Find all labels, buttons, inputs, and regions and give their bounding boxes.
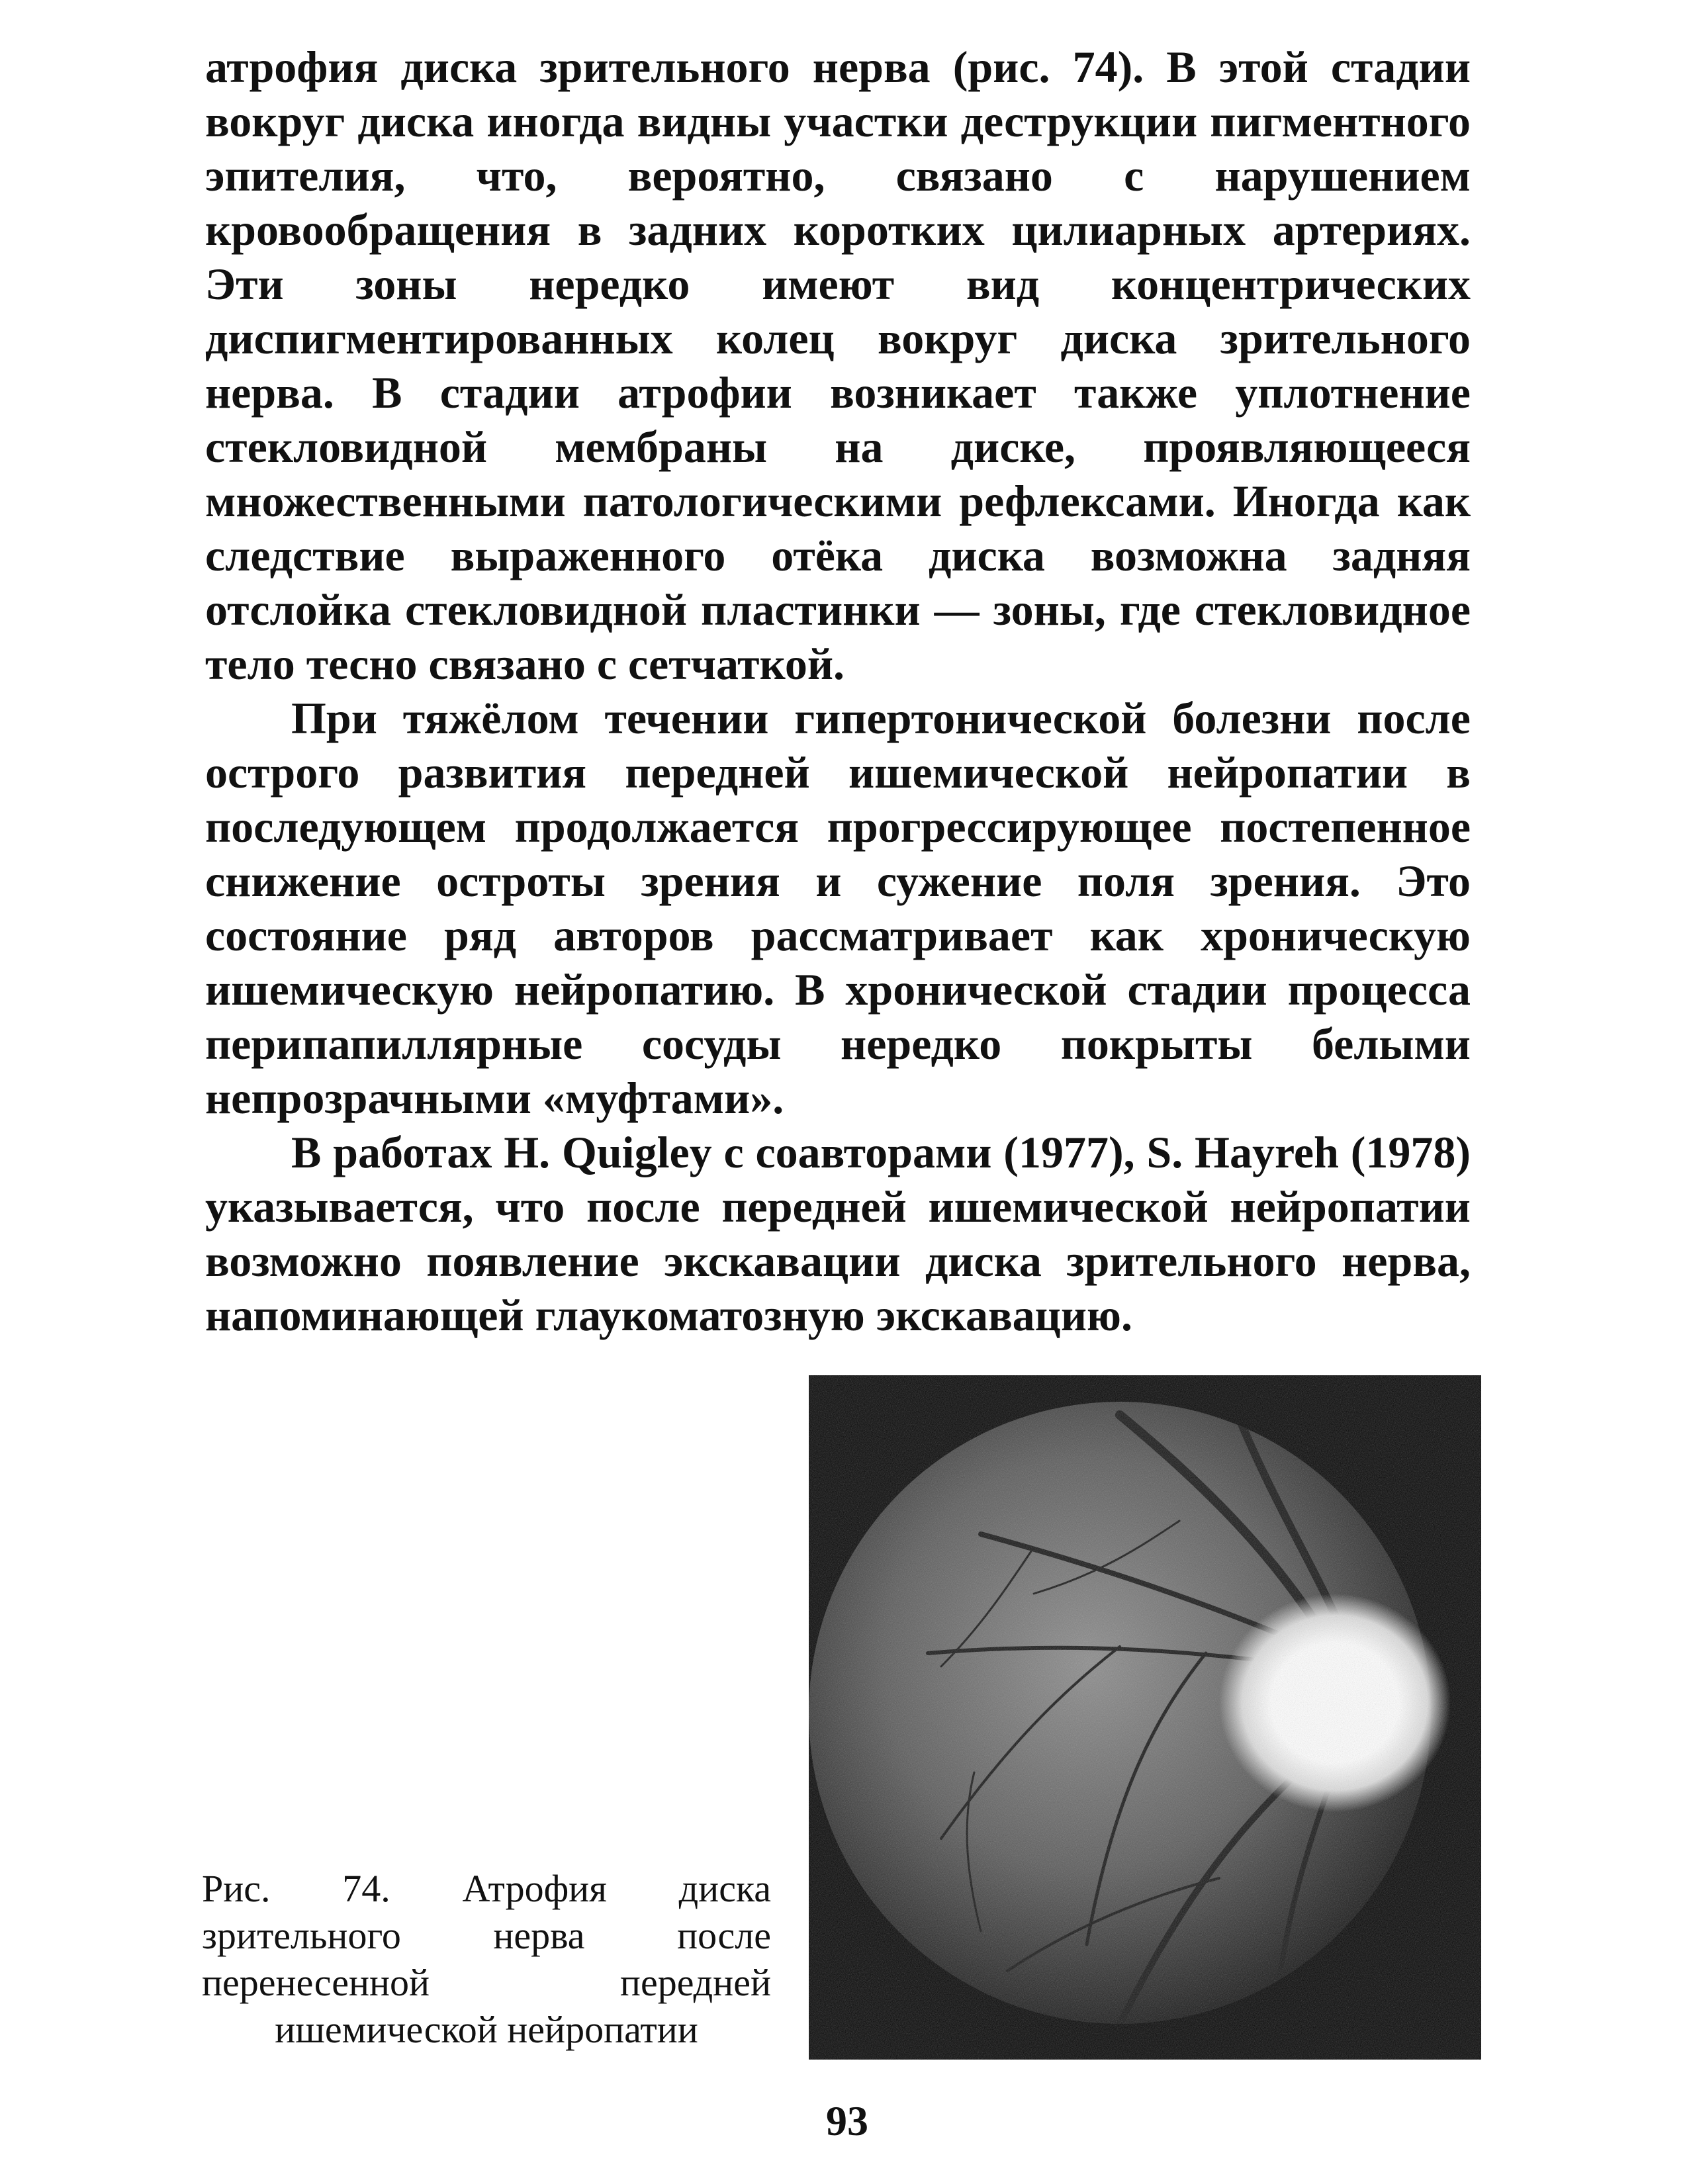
- paragraph-3: В работах H. Quigley с соавторами (1977), S. Hayreh (1978) указывается, что после передней ишемической нейропатии возможно появление экскавации диска зрительного нерва, напоминающей глаукоматозную экскавацию.: [205, 1127, 1471, 1340]
- fundus-photo: [809, 1375, 1481, 2060]
- paragraph-2: При тяжёлом течении гипертонической болезни после острого развития передней ишемической нейропатии в последующем продолжается прогрессирующее постепенное снижение остроты зрения и сужение поля зрения. Это состояние ряд авторов рассматривает как хроническую ишемическую нейропатию. В хронической стадии процесса перипапиллярные сосуды нередко покрыты белыми непрозрачными «муфтами».: [205, 693, 1471, 1123]
- fundus-photo-drawing: [809, 1375, 1481, 2060]
- paragraph-1: атрофия диска зрительного нерва (рис. 74). В этой стадии вокруг диска иногда видны участки деструкции пигментного эпителия, что, вероятно, связано с нарушением кровообращения в задних коротких цилиарных артериях. Эти зоны нередко имеют вид концентрических диспигментированных колец вокруг диска зрительного нерва. В стадии атрофии возникает также уплотнение стекловидной мембраны на диске, проявляющееся множественными патологическими рефлексами. Иногда как следствие выраженного отёка диска возможна задняя отслойка стекловидной пластинки — зоны, где стекловидное тело тесно связано с сетчаткой.: [205, 42, 1471, 689]
- page-number: 93: [826, 2097, 868, 2144]
- print-grain: [809, 1375, 1481, 2060]
- figure-caption: Рис. 74. Атрофия диска зрительного нерва после перенесенной передней ишемической нейропатии: [202, 1867, 771, 2051]
- body-text: [205, 40, 1471, 1342]
